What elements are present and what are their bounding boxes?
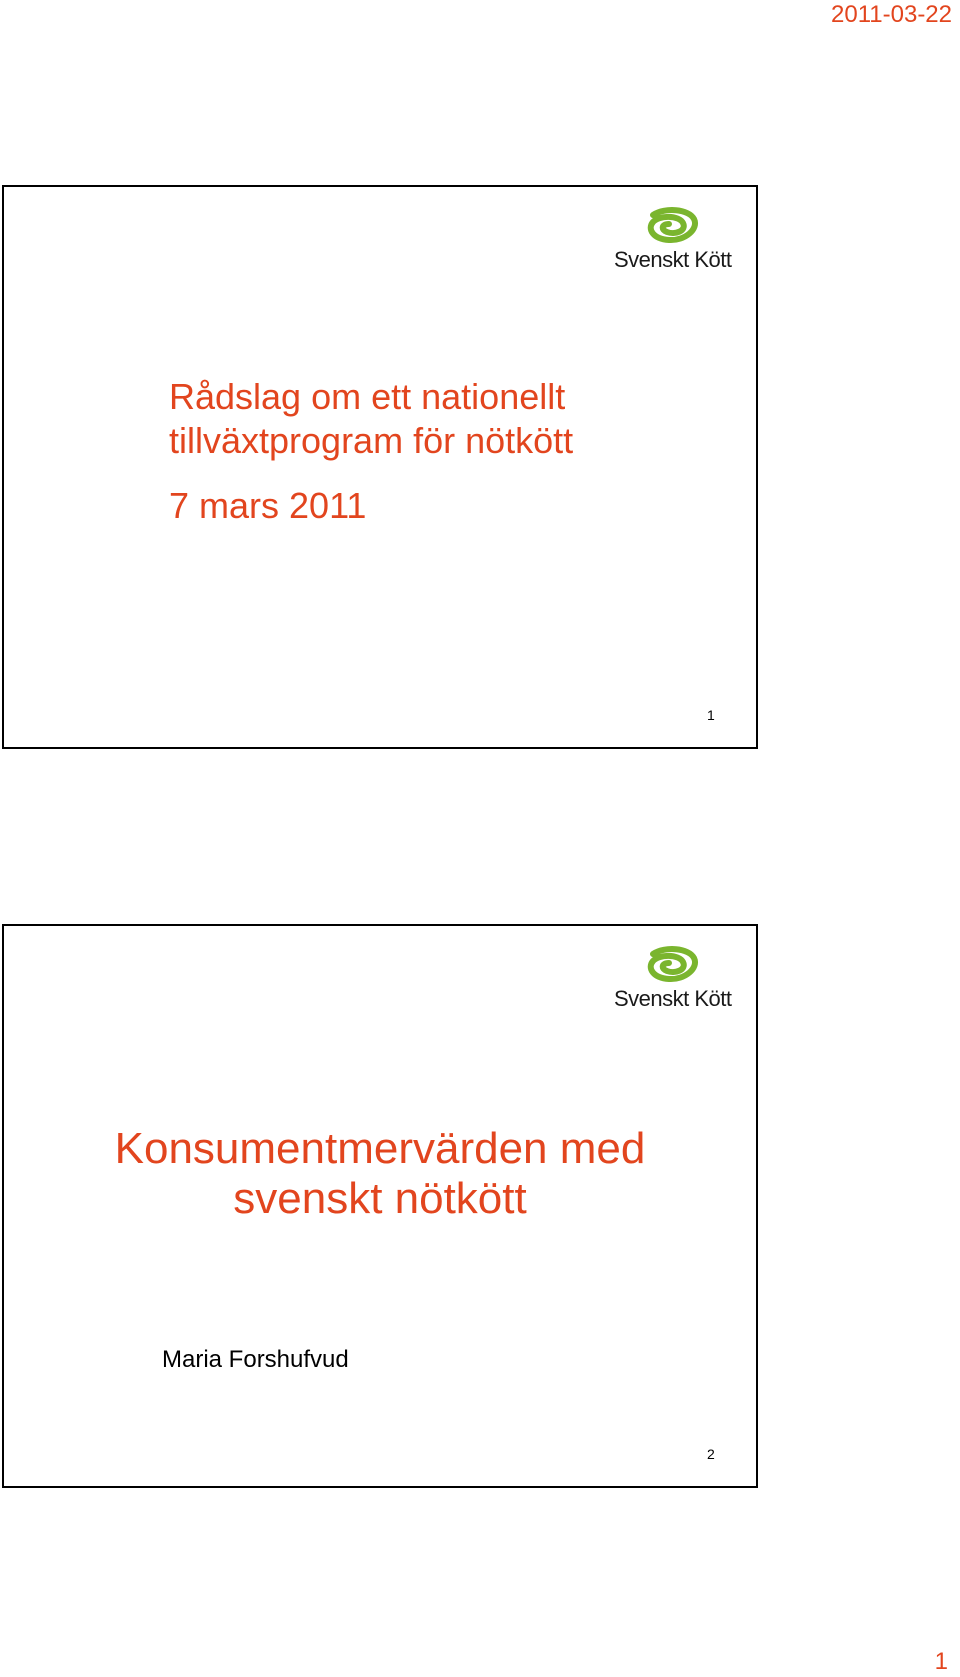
page-number: 1 <box>934 1647 948 1675</box>
slide-1-title <box>169 375 689 463</box>
slide-2 <box>2 924 758 1488</box>
slide-2-title <box>24 1124 736 1224</box>
logo-wordmark: Svenskt Kött <box>614 247 732 272</box>
slide-1-title-line-2: tillväxtprogram för nötkött <box>169 420 574 461</box>
slide-2-title-line-1: Konsumentmervärden med <box>114 1124 646 1173</box>
slide-1-title-line-1: Rådslag om ett nationellt <box>169 376 566 417</box>
svenskt-kott-logo-icon <box>641 207 701 247</box>
brand-logo <box>614 946 739 1018</box>
slide-1-date: 7 mars 2011 <box>169 485 367 526</box>
slide-2-author: Maria Forshufvud <box>162 1346 349 1373</box>
document-date: 2011-03-22 <box>831 1 952 28</box>
svenskt-kott-logo-icon <box>641 946 701 986</box>
slide-1 <box>2 185 758 749</box>
slide-1-number: 1 <box>707 707 715 723</box>
slide-2-title-line-2: svenskt nötkött <box>233 1174 527 1223</box>
brand-logo <box>614 207 739 279</box>
slide-2-number: 2 <box>707 1446 715 1462</box>
logo-wordmark: Svenskt Kött <box>614 986 732 1011</box>
